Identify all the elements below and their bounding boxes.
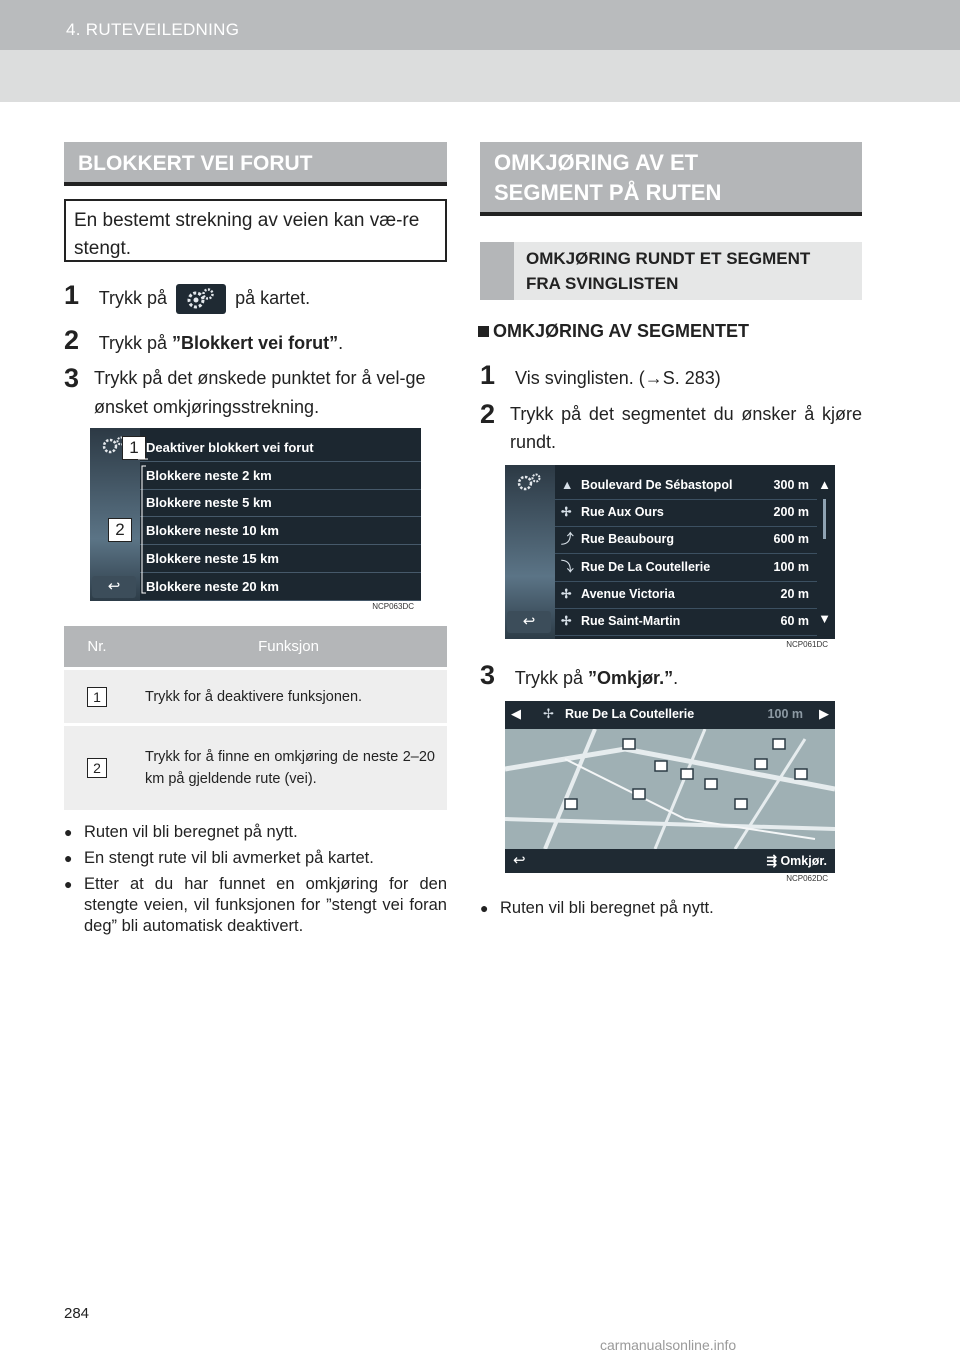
detour-button (766, 853, 827, 868)
left-bullet-1 (64, 822, 447, 843)
screen-back-button (92, 576, 136, 598)
turn-arrow-icon: ▲ (561, 478, 574, 492)
detour-button-label: Omkjør. (780, 854, 827, 868)
screen-back-button (507, 611, 551, 633)
turn-list-screenshot (505, 465, 835, 651)
step-text-bold: ”Blokkert vei forut” (172, 333, 339, 353)
turn-arrow-icon: ✢ (543, 706, 554, 721)
square-bullet-icon (478, 326, 489, 337)
screen-menu-item: Blokkere neste 15 km (140, 545, 421, 573)
table-header-row (64, 626, 447, 669)
right-step-2 (480, 400, 862, 456)
street-distance: 60 m (780, 614, 809, 628)
scroll-down-icon: ▼ (818, 611, 831, 626)
street-name: Boulevard De Sébastopol (581, 478, 733, 492)
table-cell-nr (64, 669, 130, 725)
turn-arrow-icon: ⤵ (561, 560, 574, 574)
gear-icon (176, 284, 226, 314)
bullet-dot-icon: ● (480, 900, 489, 916)
step-text-post: . (338, 333, 344, 353)
street-distance: 200 m (773, 505, 809, 519)
right-step-1 (480, 361, 862, 392)
right-subsection-title (480, 242, 862, 300)
table-header-nr: Nr. (64, 626, 130, 669)
back-icon: ↩ (513, 852, 526, 869)
map-street-distance: 100 m (767, 707, 803, 721)
step-text-post: på kartet. (235, 288, 311, 308)
chapter-title: 4. RUTEVEILEDNING (66, 20, 240, 39)
table-cell-text: Trykk for å deaktivere funksjonen. (130, 669, 447, 725)
screen-menu-item: Blokkere neste 5 km (140, 489, 421, 517)
callout-2: 2 (108, 518, 132, 542)
bullet-text: Ruten vil bli beregnet på nytt. (500, 899, 714, 917)
screen-menu-item: Deaktiver blokkert vei forut (140, 434, 421, 462)
table-row (64, 669, 447, 725)
step-text: Trykk på det segmentet du ønsker å kjøre rundt. (510, 404, 862, 452)
step-text: Trykk på det ønskede punktet for å vel-ge ønsket omkjøringsstrekning. (94, 368, 426, 417)
left-step-3 (64, 364, 447, 422)
settings-button-image (176, 284, 226, 314)
map-topbar (505, 701, 835, 729)
street-distance: 20 m (780, 587, 809, 601)
scroll-up-icon: ▲ (818, 477, 831, 492)
step-number: 1 (64, 280, 80, 310)
step-text-pre: Trykk på (98, 288, 168, 308)
detour-icon: ⇶ (766, 854, 777, 868)
section-heading-text: OMKJØRING AV SEGMENTET (493, 321, 750, 341)
turn-list-item (555, 499, 817, 527)
step-number: 3 (64, 363, 80, 393)
bullet-text: En stengt rute vil bli avmerket på kartet. (84, 849, 374, 867)
map-street-name: Rue De La Coutellerie (565, 707, 695, 721)
page-number: 284 (64, 1305, 90, 1322)
scrollbar (823, 499, 826, 539)
bullet-dot-icon: ● (64, 850, 73, 866)
subsection-title-text: OMKJØRING RUNDT ET SEGMENT FRA SVINGLISTEN (526, 249, 811, 293)
left-step-1 (64, 281, 447, 314)
street-name: Rue Saint-Martin (581, 614, 681, 628)
left-bullet-3 (64, 874, 447, 937)
left-bullet-2 (64, 848, 447, 869)
gear-icon (513, 471, 547, 493)
table-cell-nr (64, 725, 130, 810)
turn-arrow-icon: ✢ (561, 505, 572, 519)
image-code: NCP063DC (369, 602, 417, 611)
next-segment-icon: ▶ (819, 706, 829, 721)
callout-bracket (138, 448, 158, 598)
bullet-text: Etter at du har funnet en omkjøring for den stengte veien, vil funksjonen for ”stengt vei foran deg” bli automatisk deaktivert. (84, 875, 447, 935)
right-step-3 (480, 661, 862, 692)
street-distance: 300 m (773, 478, 809, 492)
turn-list-item (555, 472, 817, 500)
prev-segment-icon: ◀ (511, 706, 521, 721)
map-bottombar (505, 849, 835, 873)
callout-1: 1 (122, 436, 146, 460)
screen-menu-item: Blokkere neste 2 km (140, 462, 421, 490)
right-section-title-text: OMKJØRING AV ET SEGMENT PÅ RUTEN (494, 150, 722, 205)
right-bullet-1 (480, 898, 862, 919)
left-section-title-text: BLOKKERT VEI FORUT (78, 152, 313, 175)
step-number: 2 (64, 325, 80, 355)
step-number: 2 (480, 399, 496, 429)
image-code: NCP062DC (783, 874, 831, 883)
turn-list-item (555, 581, 817, 609)
screen-menu-item: Blokkere neste 10 km (140, 517, 421, 545)
step-text-bold: ”Omkjør.” (588, 668, 674, 688)
street-name: Avenue Victoria (581, 587, 675, 601)
right-section-title (480, 142, 862, 216)
step-text-pre: Vis svinglisten. ( (515, 368, 645, 388)
street-name: Rue Aux Ours (581, 505, 664, 519)
bullet-dot-icon: ● (64, 876, 73, 892)
number-box: 1 (87, 687, 107, 707)
street-name: Rue Beaubourg (581, 532, 675, 546)
section-heading (478, 321, 749, 342)
step-text-post: . (673, 668, 679, 688)
step-number: 1 (480, 360, 496, 390)
image-code: NCP061DC (783, 640, 831, 649)
bullet-dot-icon: ● (64, 824, 73, 840)
step-number: 3 (480, 660, 496, 690)
turn-arrow-icon: ✢ (561, 587, 572, 601)
street-distance: 600 m (773, 532, 809, 546)
street-name: Rue De La Coutellerie (581, 560, 711, 574)
back-icon: ↩ (522, 613, 536, 630)
map-area (505, 729, 835, 849)
left-lead-text: En bestemt strekning av veien kan væ-re stengt. (64, 199, 447, 262)
step-text-post: S. 283) (662, 368, 721, 388)
step-text-pre: Trykk på (514, 668, 584, 688)
left-section-title (64, 142, 447, 186)
watermark: carmanualsonline.info (600, 1337, 737, 1353)
table-cell-text: Trykk for å finne en omkjøring de neste 2–20 km på gjeldende rute (vei). (130, 725, 447, 810)
arrow-icon: → (644, 368, 663, 388)
detour-map-screenshot (505, 701, 835, 885)
function-table (64, 626, 447, 810)
turn-list-item (555, 526, 817, 554)
header-subbar (0, 50, 960, 102)
number-box: 2 (87, 758, 107, 778)
table-header-function: Funksjon (130, 626, 447, 669)
back-icon: ↩ (107, 578, 121, 595)
turn-arrow-icon: ⤴ (561, 532, 574, 546)
turn-list-item (555, 608, 817, 636)
step-text-pre: Trykk på (98, 333, 168, 353)
subsection-accent-bar (480, 242, 514, 300)
left-step-2 (64, 326, 447, 357)
table-row (64, 725, 447, 810)
street-distance: 100 m (773, 560, 809, 574)
turn-arrow-icon: ✢ (561, 614, 572, 628)
screen-menu-item: Blokkere neste 20 km (140, 573, 421, 601)
bullet-text: Ruten vil bli beregnet på nytt. (84, 823, 298, 841)
turn-list-item (555, 554, 817, 582)
